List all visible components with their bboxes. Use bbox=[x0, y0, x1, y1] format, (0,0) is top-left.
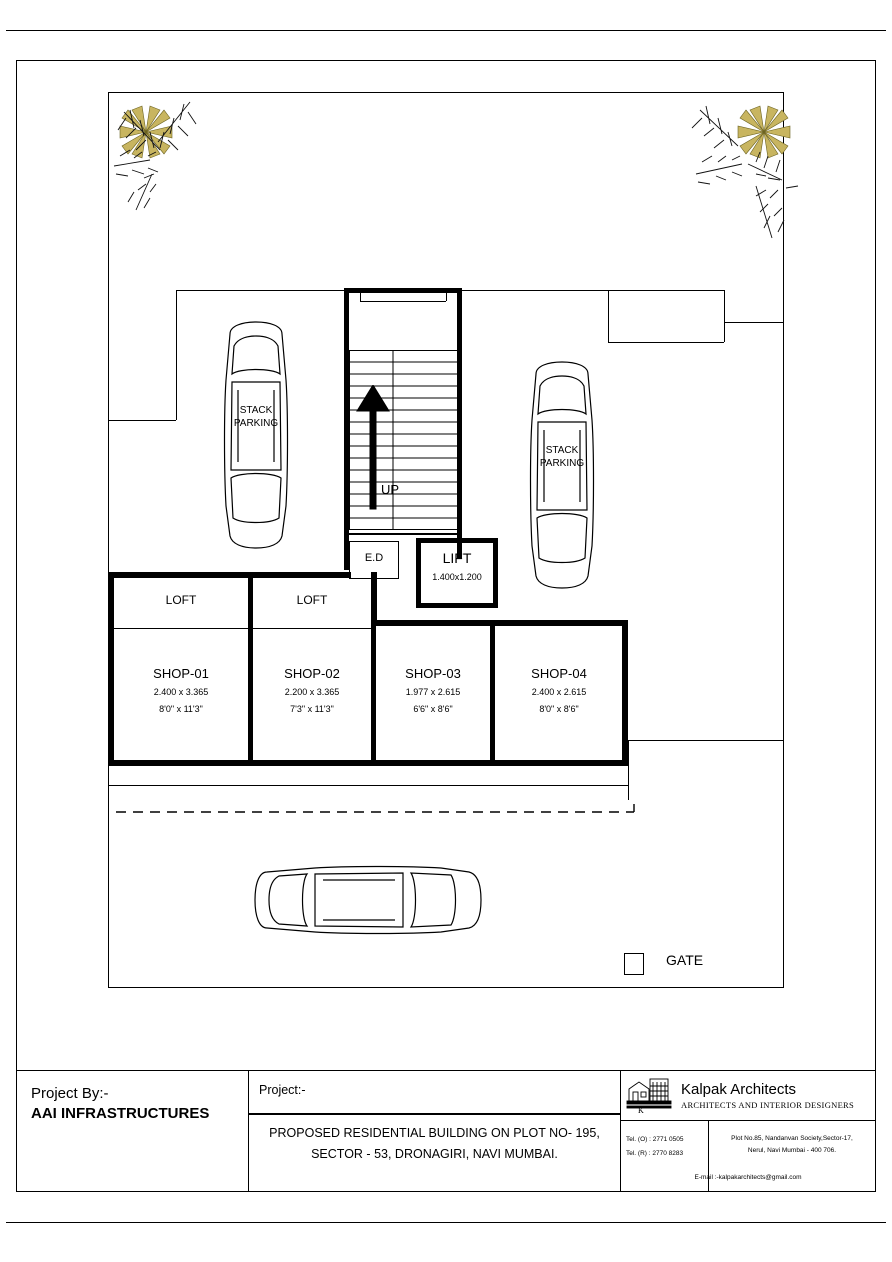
firm-subtitle: ARCHITECTS AND INTERIOR DESIGNERS bbox=[681, 1100, 855, 1110]
sheet-bottom-rule bbox=[6, 1222, 886, 1223]
stair-top-opening-edge bbox=[360, 293, 361, 301]
stair-shaft-wall-top bbox=[344, 288, 462, 293]
shop-04-name: SHOP-04 bbox=[531, 666, 587, 681]
firm-email: E-mail :-kalpakarchitects@gmail.com bbox=[694, 1174, 802, 1181]
title-block-project-by bbox=[17, 1071, 249, 1191]
gate-post bbox=[624, 953, 644, 975]
shop-block-wall-top-right bbox=[376, 620, 628, 626]
shop-01-name: SHOP-01 bbox=[153, 666, 209, 681]
loft-line-2 bbox=[253, 628, 371, 629]
stack-parking-right-line1: STACK bbox=[545, 445, 579, 456]
project-description-line1: PROPOSED RESIDENTIAL BUILDING ON PLOT NO- 195, bbox=[269, 1126, 600, 1140]
car-stack-parking-left-icon bbox=[208, 320, 304, 550]
shop-block-wall-bottom bbox=[108, 760, 628, 766]
shop-01-dim-m: 2.400 x 3.365 bbox=[153, 687, 209, 697]
lift-label: LIFT bbox=[442, 550, 472, 566]
shop-03-dim-ft: 6'6" x 8'6" bbox=[413, 704, 453, 714]
stack-parking-left-line1: STACK bbox=[239, 405, 273, 416]
title-block-divider bbox=[249, 1113, 620, 1115]
setback-line bbox=[108, 785, 628, 786]
firm-header-row bbox=[621, 1071, 875, 1121]
shop-01-dim-ft: 8'0" x 11'3" bbox=[159, 704, 203, 714]
wall-line bbox=[608, 342, 724, 343]
wall-line bbox=[608, 290, 724, 291]
stack-parking-left-line2: PARKING bbox=[233, 417, 279, 429]
loft-label-2: LOFT bbox=[296, 593, 328, 607]
stack-parking-left-label bbox=[216, 405, 296, 430]
sheet-top-rule bbox=[6, 30, 886, 31]
title-block-project bbox=[249, 1071, 621, 1191]
tree-top-right-icon bbox=[656, 90, 816, 250]
wall-line bbox=[108, 420, 176, 421]
project-description bbox=[249, 1123, 620, 1166]
tree-top-left-icon bbox=[94, 90, 234, 230]
shop-03-name: SHOP-03 bbox=[405, 666, 461, 681]
stack-parking-right-label bbox=[522, 445, 602, 470]
shop-block-wall-mid-vert bbox=[371, 572, 377, 626]
svg-text:K: K bbox=[638, 1105, 644, 1115]
wall-line bbox=[724, 290, 725, 342]
shop-02-dim-m: 2.200 x 3.365 bbox=[284, 687, 340, 697]
project-by-name: AAI INFRASTRUCTURES bbox=[31, 1105, 210, 1122]
title-block-firm bbox=[621, 1071, 875, 1191]
lobby-wall bbox=[349, 533, 459, 535]
car-stack-parking-right-icon bbox=[514, 360, 610, 590]
project-label: Project:- bbox=[259, 1083, 306, 1097]
loft-line-1 bbox=[114, 628, 248, 629]
project-by-label: Project By:- bbox=[31, 1085, 109, 1102]
lift-wall-bottom bbox=[416, 603, 498, 608]
shop-04-dim-ft: 8'0" x 8'6" bbox=[539, 704, 579, 714]
firm-tel-office: Tel. (O) : 2771 0505 bbox=[626, 1136, 684, 1143]
stack-parking-right-line2: PARKING bbox=[539, 457, 585, 469]
firm-address-line2: Nerul, Navi Mumbai - 400 706. bbox=[747, 1147, 837, 1155]
dashed-setback-line bbox=[116, 804, 636, 850]
firm-text-cell bbox=[677, 1081, 854, 1110]
stair-top-opening-edge bbox=[446, 293, 447, 301]
lift-size-label: 1.400x1.200 bbox=[432, 572, 482, 582]
stair-top-opening bbox=[360, 301, 446, 302]
wall-line bbox=[176, 290, 177, 420]
firm-logo-cell bbox=[621, 1077, 677, 1115]
gate-label: GATE bbox=[666, 952, 704, 968]
wall-line bbox=[724, 322, 784, 323]
shop-04-dim-m: 2.400 x 2.615 bbox=[531, 687, 587, 697]
wall-line bbox=[608, 290, 609, 342]
project-description-line2: SECTOR - 53, DRONAGIRI, NAVI MUMBAI. bbox=[311, 1147, 558, 1162]
firm-name: Kalpak Architects bbox=[681, 1081, 797, 1098]
firm-tel-residence: Tel. (R) : 2770 8283 bbox=[626, 1149, 684, 1157]
shop-02-name: SHOP-02 bbox=[284, 666, 340, 681]
firm-address-line1: Plot No.85, Nandanvan Society,Sector-17, bbox=[731, 1135, 853, 1142]
stair-up-label: UP bbox=[380, 482, 400, 497]
plot-step-line bbox=[628, 740, 784, 741]
electric-duct-label: E.D bbox=[364, 552, 384, 564]
loft-label-1: LOFT bbox=[165, 593, 197, 607]
car-driveway-icon bbox=[253, 850, 491, 950]
title-block bbox=[16, 1070, 876, 1192]
lift-wall-top bbox=[416, 538, 498, 543]
shop-02-dim-ft: 7'3" x 11'3" bbox=[290, 704, 334, 714]
shop-block-wall-top-left bbox=[108, 572, 351, 578]
plot-step-line bbox=[628, 740, 629, 800]
floor-plan bbox=[16, 60, 876, 1070]
kalpak-logo-icon bbox=[626, 1077, 672, 1115]
shop-03-dim-m: 1.977 x 2.615 bbox=[405, 687, 461, 697]
